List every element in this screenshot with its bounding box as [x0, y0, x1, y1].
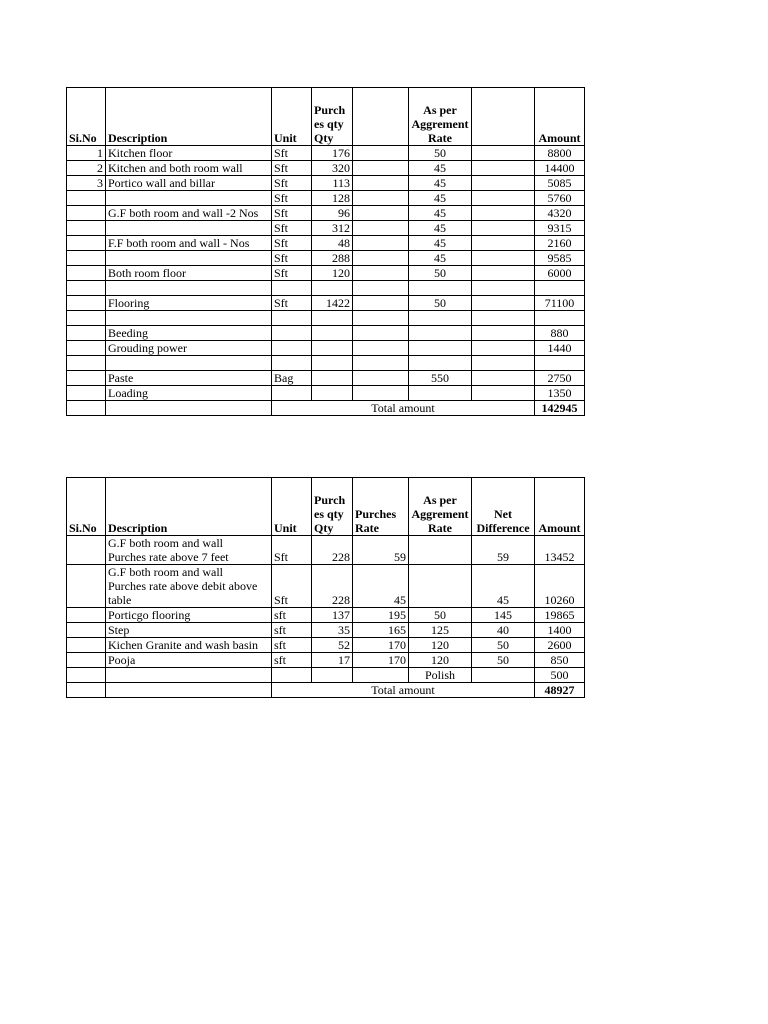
- cell-rate: [409, 341, 472, 356]
- table-row: [67, 341, 585, 356]
- cell-unit: Sft: [272, 206, 312, 221]
- description-line: Step: [108, 623, 130, 637]
- cell-unit: [272, 386, 312, 401]
- cell-sino: [67, 251, 106, 266]
- cell-amount: 9315: [535, 221, 585, 236]
- total-label: Total amount: [272, 683, 535, 698]
- table-row: [67, 638, 585, 653]
- cell-unit: Sft: [272, 536, 312, 565]
- cell-amount: 5760: [535, 191, 585, 206]
- cell-unit: Sft: [272, 565, 312, 608]
- cell-description: Portico wall and billar: [106, 176, 272, 191]
- table-row: [67, 311, 585, 326]
- cell-amount: 14400: [535, 161, 585, 176]
- table-row: [67, 236, 585, 251]
- cell-qty: [312, 386, 353, 401]
- cell-qty: 96: [312, 206, 353, 221]
- cell-unit: sft: [272, 653, 312, 668]
- cell-sino: [67, 623, 106, 638]
- cell-rate: [409, 281, 472, 296]
- cell-sino: [67, 236, 106, 251]
- cell-qty: [312, 311, 353, 326]
- total-value: 48927: [535, 683, 585, 698]
- cell-net-difference: 145: [472, 608, 535, 623]
- table-row: [67, 266, 585, 281]
- cell-blank: [353, 191, 409, 206]
- cell-unit: [272, 326, 312, 341]
- cell-amount: 500: [535, 668, 585, 683]
- cell-blank: [472, 221, 535, 236]
- cell-rate: 50: [409, 146, 472, 161]
- cell-sino: [67, 371, 106, 386]
- header-unit: Unit: [272, 478, 312, 536]
- cell-sino: [67, 638, 106, 653]
- cell-sino: [67, 191, 106, 206]
- cell-blank: [106, 683, 272, 698]
- cell-description: [106, 638, 272, 653]
- cell-sino: [67, 341, 106, 356]
- cell-rate: 45: [409, 251, 472, 266]
- table-row: [67, 221, 585, 236]
- table-1: [66, 87, 585, 416]
- cell-amount: 2750: [535, 371, 585, 386]
- table-row: [67, 296, 585, 311]
- cell-unit: Sft: [272, 146, 312, 161]
- cell-rate: 45: [409, 236, 472, 251]
- header-net-difference: Net Difference: [472, 478, 535, 536]
- cell-blank: [353, 161, 409, 176]
- cell-description: [106, 311, 272, 326]
- cell-blank: [472, 326, 535, 341]
- cell-rate: 50: [409, 296, 472, 311]
- cell-blank: [472, 236, 535, 251]
- cell-blank: [472, 251, 535, 266]
- cell-blank: [67, 683, 106, 698]
- cell-sino: [67, 386, 106, 401]
- cell-qty: 228: [312, 565, 353, 608]
- cell-description: [106, 191, 272, 206]
- cell-blank: [353, 146, 409, 161]
- cell-amount: 8800: [535, 146, 585, 161]
- cell-unit: Sft: [272, 251, 312, 266]
- cell-blank: [353, 386, 409, 401]
- cell-rate: 550: [409, 371, 472, 386]
- cell-blank: [472, 371, 535, 386]
- cell-description: [106, 608, 272, 623]
- description-line: Kichen Granite and wash basin: [108, 638, 258, 652]
- cell-qty: 312: [312, 221, 353, 236]
- cell-net-difference: [472, 668, 535, 683]
- cell-sino: 1: [67, 146, 106, 161]
- cell-unit: [272, 341, 312, 356]
- cell-unit: [272, 311, 312, 326]
- cell-amount: 2160: [535, 236, 585, 251]
- description-line: Porticgo flooring: [108, 608, 191, 622]
- cell-sino: [67, 206, 106, 221]
- cell-rate: 50: [409, 266, 472, 281]
- cell-description: Kitchen and both room wall: [106, 161, 272, 176]
- cell-sino: [67, 608, 106, 623]
- cell-amount: [535, 356, 585, 371]
- description-line: Purches rate above 7 feet: [108, 550, 229, 564]
- cell-rate: 45: [409, 176, 472, 191]
- cell-rate: 120: [409, 653, 472, 668]
- cell-qty: 17: [312, 653, 353, 668]
- cell-qty: [312, 356, 353, 371]
- cell-rate: [409, 386, 472, 401]
- header-rate: As per Aggrement Rate: [409, 88, 472, 146]
- cell-rate: 45: [409, 221, 472, 236]
- description-line: G.F both room and wall: [108, 536, 223, 550]
- cell-purches-rate: 59: [353, 536, 409, 565]
- cell-qty: 228: [312, 536, 353, 565]
- cell-qty: 120: [312, 266, 353, 281]
- header-sino: Si.No: [67, 88, 106, 146]
- cell-amount: 71100: [535, 296, 585, 311]
- cell-sino: [67, 266, 106, 281]
- cell-qty: [312, 371, 353, 386]
- cell-description: [106, 536, 272, 565]
- cell-unit: [272, 356, 312, 371]
- cell-sino: [67, 326, 106, 341]
- cell-blank: [353, 326, 409, 341]
- cell-blank: [353, 266, 409, 281]
- total-row: [67, 683, 585, 698]
- cell-description: [106, 251, 272, 266]
- header-amount: Amount: [535, 88, 585, 146]
- cell-amount: 6000: [535, 266, 585, 281]
- cell-qty: 113: [312, 176, 353, 191]
- cell-description: [106, 281, 272, 296]
- cell-amount: 9585: [535, 251, 585, 266]
- cell-blank: [353, 356, 409, 371]
- description-line: table: [108, 593, 132, 607]
- cell-purches-rate: [353, 668, 409, 683]
- cell-amount: 4320: [535, 206, 585, 221]
- table-row: [67, 653, 585, 668]
- cell-description: Beeding: [106, 326, 272, 341]
- cell-blank: [472, 161, 535, 176]
- cell-qty: 128: [312, 191, 353, 206]
- cell-rate: [409, 356, 472, 371]
- total-value: 142945: [535, 401, 585, 416]
- cell-net-difference: 40: [472, 623, 535, 638]
- cell-amount: 1350: [535, 386, 585, 401]
- cell-qty: [312, 341, 353, 356]
- table-row: [67, 623, 585, 638]
- cell-blank: [472, 146, 535, 161]
- cell-description: Flooring: [106, 296, 272, 311]
- cell-blank: [353, 311, 409, 326]
- cell-sino: [67, 565, 106, 608]
- table-row: [67, 536, 585, 565]
- cell-purches-rate: 45: [353, 565, 409, 608]
- table-row: [67, 326, 585, 341]
- table-row: [67, 161, 585, 176]
- header-qty: Purch es qty Qty: [312, 88, 353, 146]
- cell-sino: [67, 356, 106, 371]
- header-description: Description: [106, 478, 272, 536]
- cell-rate: Polish: [409, 668, 472, 683]
- cell-unit: Sft: [272, 176, 312, 191]
- cell-rate: [409, 565, 472, 608]
- cell-rate: [409, 311, 472, 326]
- cell-amount: 880: [535, 326, 585, 341]
- table-2-header: [67, 478, 585, 536]
- cell-net-difference: 59: [472, 536, 535, 565]
- cell-unit: Sft: [272, 221, 312, 236]
- cell-purches-rate: 170: [353, 638, 409, 653]
- cell-qty: 1422: [312, 296, 353, 311]
- cell-unit: [272, 668, 312, 683]
- cell-description: Kitchen floor: [106, 146, 272, 161]
- cell-amount: 19865: [535, 608, 585, 623]
- cell-qty: 137: [312, 608, 353, 623]
- table-row: [67, 281, 585, 296]
- cell-description: [106, 565, 272, 608]
- header-purches-rate: Purches Rate: [353, 478, 409, 536]
- cell-net-difference: 50: [472, 638, 535, 653]
- table-row: [67, 371, 585, 386]
- cell-blank: [353, 221, 409, 236]
- cell-sino: 2: [67, 161, 106, 176]
- cell-sino: 3: [67, 176, 106, 191]
- cell-blank: [353, 236, 409, 251]
- cell-qty: [312, 326, 353, 341]
- cell-blank: [472, 296, 535, 311]
- cell-rate: 45: [409, 206, 472, 221]
- cell-blank: [472, 176, 535, 191]
- cell-purches-rate: 195: [353, 608, 409, 623]
- cell-description: [106, 653, 272, 668]
- cell-blank: [472, 191, 535, 206]
- cell-qty: 320: [312, 161, 353, 176]
- cell-description: [106, 356, 272, 371]
- cell-sino: [67, 311, 106, 326]
- table-1-header: [67, 88, 585, 146]
- table-row: [67, 191, 585, 206]
- total-label: Total amount: [272, 401, 535, 416]
- cell-description: Loading: [106, 386, 272, 401]
- cell-unit: Sft: [272, 266, 312, 281]
- total-row: [67, 401, 585, 416]
- cell-blank: [472, 341, 535, 356]
- cell-blank: [353, 251, 409, 266]
- cell-net-difference: 50: [472, 653, 535, 668]
- cell-description: G.F both room and wall -2 Nos: [106, 206, 272, 221]
- cell-blank: [472, 356, 535, 371]
- cell-unit: Sft: [272, 191, 312, 206]
- cell-sino: [67, 668, 106, 683]
- cell-description: [106, 221, 272, 236]
- cell-description: F.F both room and wall - Nos: [106, 236, 272, 251]
- cell-unit: [272, 281, 312, 296]
- cell-rate: [409, 536, 472, 565]
- cell-rate: 50: [409, 608, 472, 623]
- description-line: Pooja: [108, 653, 136, 667]
- cell-description: [106, 668, 272, 683]
- cell-qty: [312, 668, 353, 683]
- table-row: [67, 176, 585, 191]
- cell-sino: [67, 281, 106, 296]
- cell-purches-rate: 165: [353, 623, 409, 638]
- cell-unit: Sft: [272, 161, 312, 176]
- cell-blank: [67, 401, 106, 416]
- cell-rate: 45: [409, 191, 472, 206]
- cell-description: Both room floor: [106, 266, 272, 281]
- cell-amount: [535, 281, 585, 296]
- cell-blank: [353, 341, 409, 356]
- header-amount: Amount: [535, 478, 585, 536]
- cell-blank: [353, 176, 409, 191]
- table-row: [67, 146, 585, 161]
- cell-qty: 52: [312, 638, 353, 653]
- cell-blank: [353, 281, 409, 296]
- table-row: [67, 608, 585, 623]
- table-row: [67, 386, 585, 401]
- cell-amount: 1440: [535, 341, 585, 356]
- cell-purches-rate: 170: [353, 653, 409, 668]
- cell-net-difference: 45: [472, 565, 535, 608]
- table-row: [67, 251, 585, 266]
- description-line: G.F both room and wall: [108, 565, 223, 579]
- cell-blank: [472, 311, 535, 326]
- cell-rate: [409, 326, 472, 341]
- table-row: [67, 668, 585, 683]
- cell-unit: Sft: [272, 296, 312, 311]
- cell-blank: [106, 401, 272, 416]
- cell-description: [106, 623, 272, 638]
- cell-unit: Sft: [272, 236, 312, 251]
- cell-qty: 176: [312, 146, 353, 161]
- header-sino: Si.No: [67, 478, 106, 536]
- cell-description: Paste: [106, 371, 272, 386]
- cell-blank: [472, 266, 535, 281]
- cell-amount: 13452: [535, 536, 585, 565]
- cell-amount: 2600: [535, 638, 585, 653]
- cell-description: Grouding power: [106, 341, 272, 356]
- cell-unit: sft: [272, 623, 312, 638]
- table-2: [66, 477, 585, 698]
- cell-blank: [353, 371, 409, 386]
- cell-amount: [535, 311, 585, 326]
- header-qty: Purch es qty Qty: [312, 478, 353, 536]
- cell-sino: [67, 221, 106, 236]
- cell-rate: 45: [409, 161, 472, 176]
- cell-blank: [472, 281, 535, 296]
- cell-unit: sft: [272, 638, 312, 653]
- header-blank: [353, 88, 409, 146]
- cell-unit: sft: [272, 608, 312, 623]
- cell-sino: [67, 653, 106, 668]
- cell-qty: 48: [312, 236, 353, 251]
- cell-amount: 850: [535, 653, 585, 668]
- cell-qty: [312, 281, 353, 296]
- table-row: [67, 565, 585, 608]
- cell-amount: 5085: [535, 176, 585, 191]
- cell-amount: 10260: [535, 565, 585, 608]
- table-row: [67, 356, 585, 371]
- cell-blank: [472, 386, 535, 401]
- cell-blank: [353, 296, 409, 311]
- cell-blank: [472, 206, 535, 221]
- cell-rate: 120: [409, 638, 472, 653]
- cell-rate: 125: [409, 623, 472, 638]
- cell-sino: [67, 296, 106, 311]
- cell-qty: 288: [312, 251, 353, 266]
- cell-sino: [67, 536, 106, 565]
- table-row: [67, 206, 585, 221]
- header-unit: Unit: [272, 88, 312, 146]
- cell-blank: [353, 206, 409, 221]
- description-line: Purches rate above debit above: [108, 579, 258, 593]
- cell-qty: 35: [312, 623, 353, 638]
- header-rate: As per Aggrement Rate: [409, 478, 472, 536]
- cell-amount: 1400: [535, 623, 585, 638]
- header-blank-2: [472, 88, 535, 146]
- cell-unit: Bag: [272, 371, 312, 386]
- header-description: Description: [106, 88, 272, 146]
